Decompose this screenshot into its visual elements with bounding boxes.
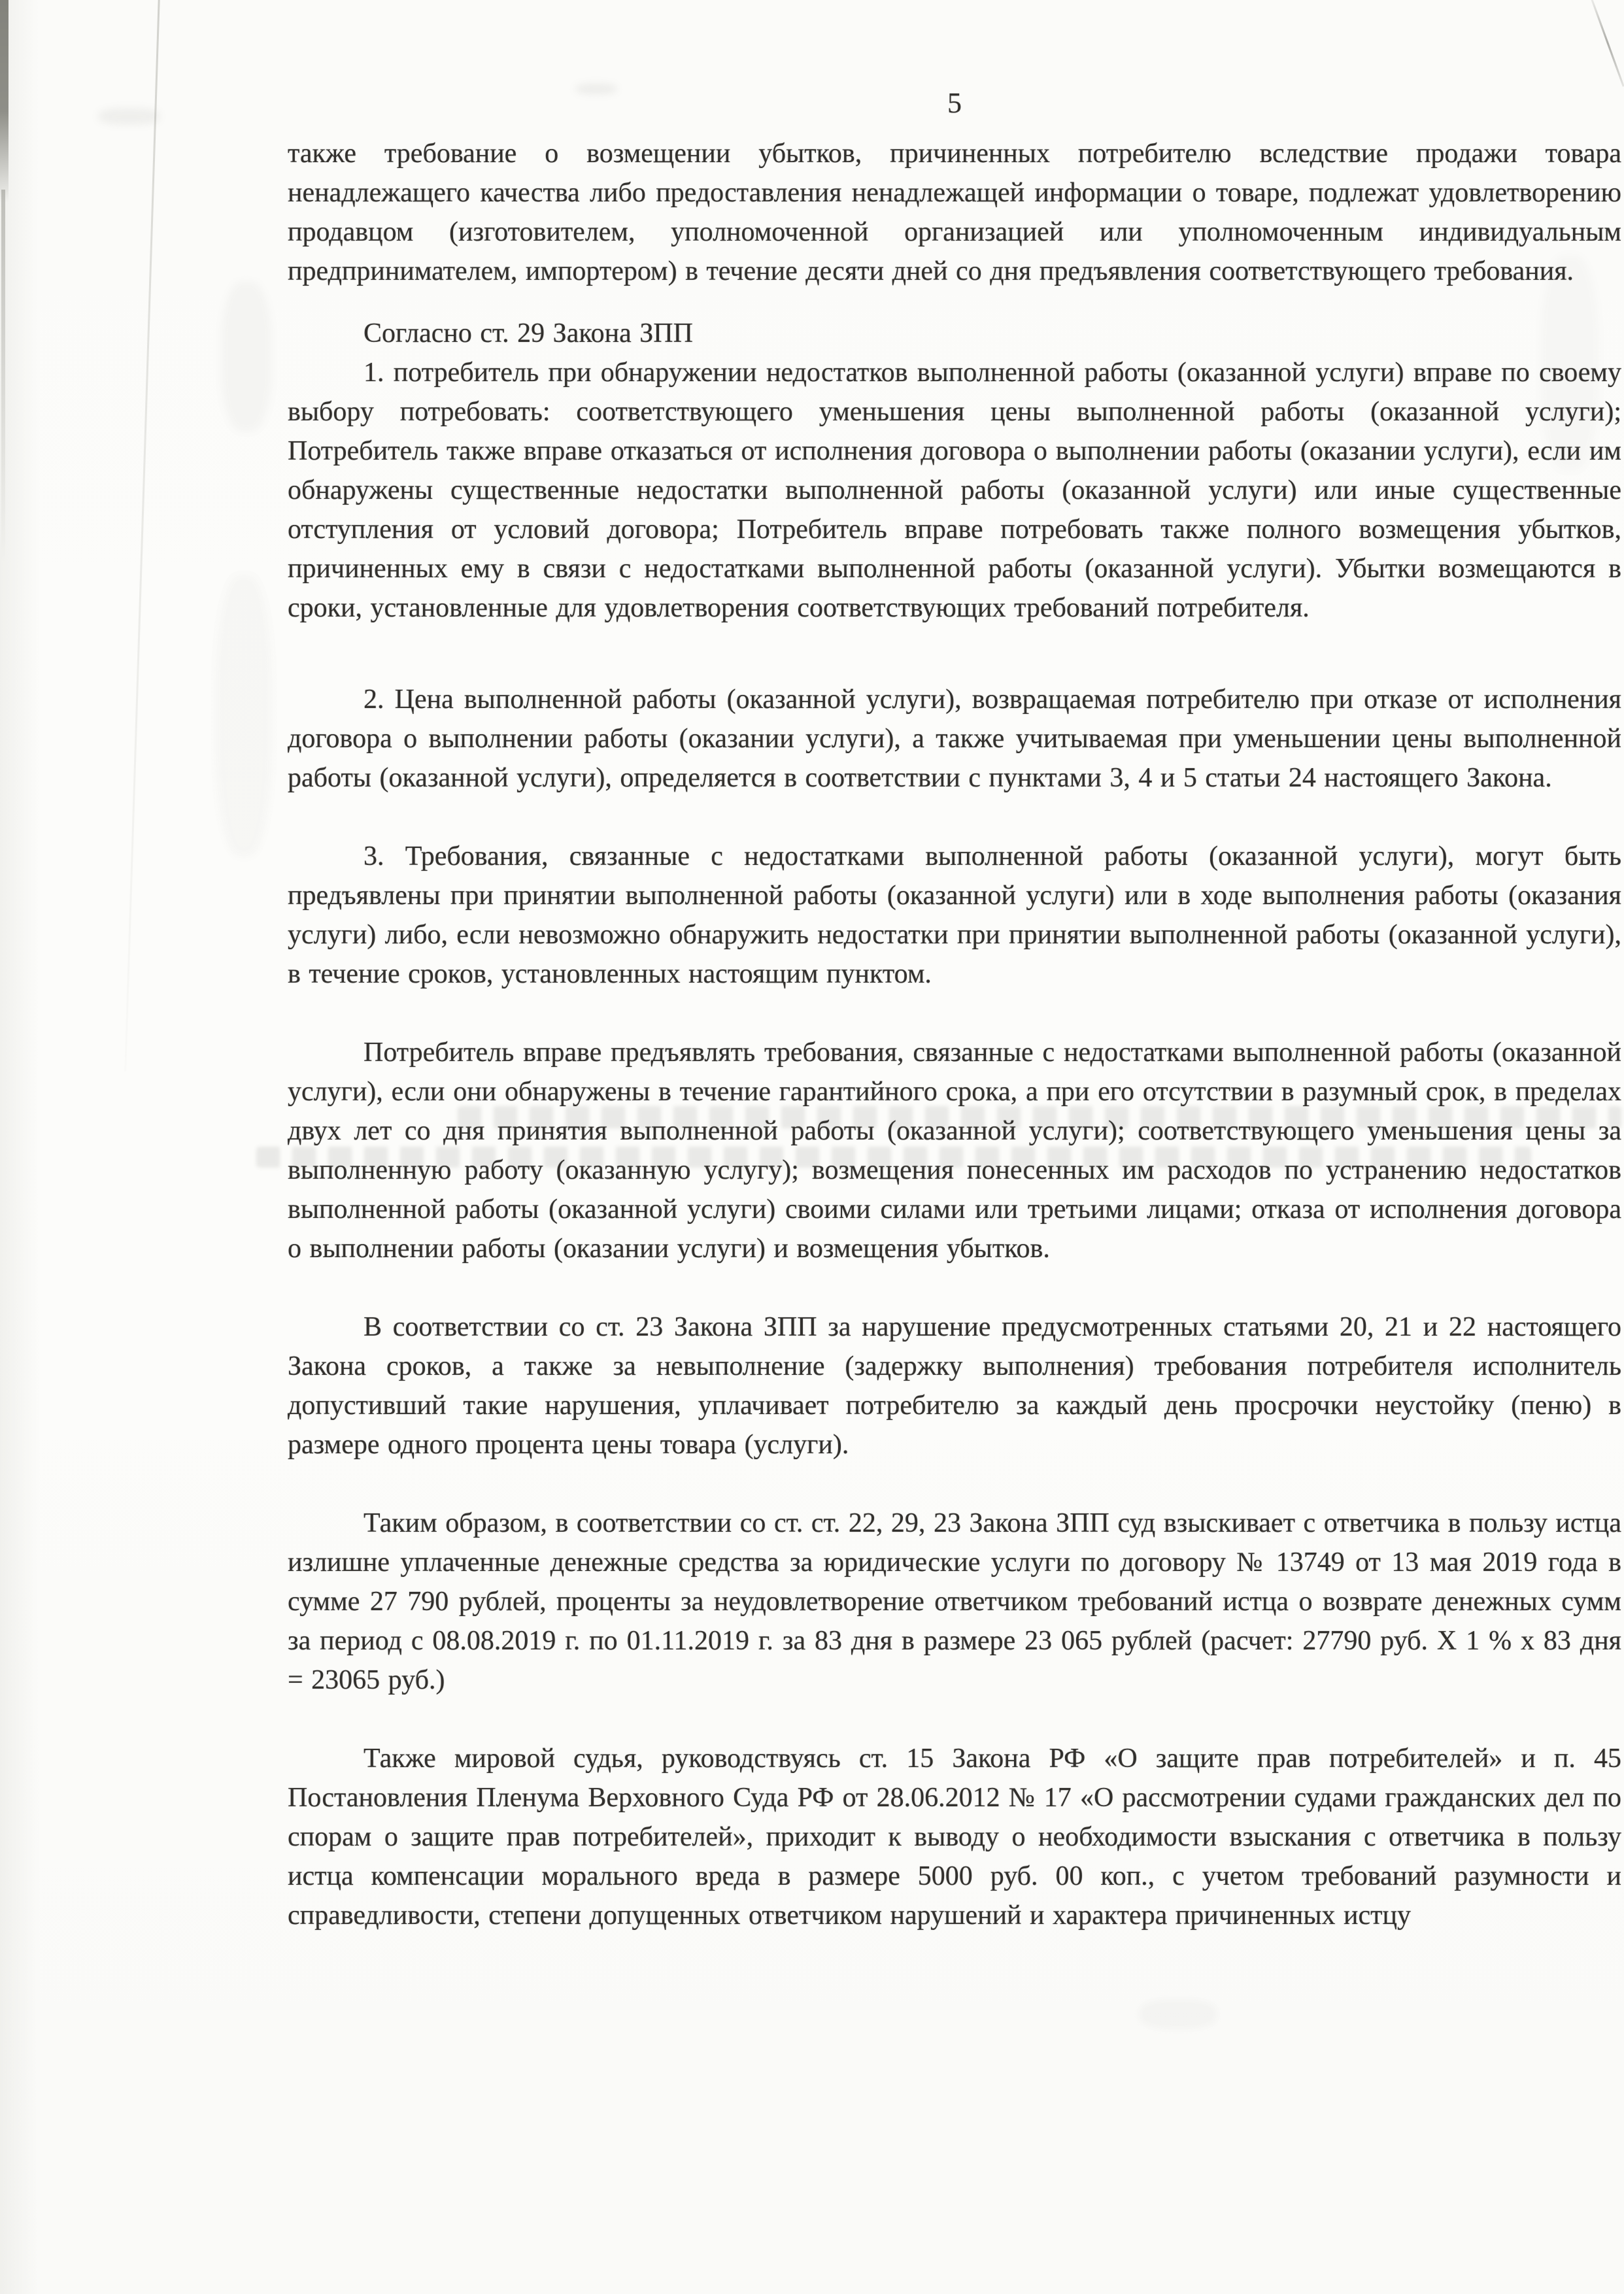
- scan-smudge: [221, 281, 272, 431]
- page-corner-fold-line: [1591, 0, 1624, 87]
- scan-edge-shadow: [0, 0, 8, 203]
- paragraph-clause-3: 3. Требования, связанные с недостатками выполненной работы (оказанной услуги), могут быть предъявлены при принятии выполненной работы (оказанной услуги) или в ходе выполнения работы (оказания услуги) либо, если невозможно обнаружить недостатки при принятии выполненной работы (оказанной услуги), в течение сроков, установленных настоящим пунктом.: [288, 841, 1621, 989]
- paragraph-article-29-heading: Согласно ст. 29 Закона ЗПП: [364, 318, 693, 348]
- paragraph-continuation: также требование о возмещении убытков, причиненных потребителю вследствие продажи товара ненадлежащего качества либо предоставления ненадлежащей информации о товаре, подлежат удовлетворению продавцом (изготовителем, уполномоченной организацией или уполномоченным индивидуальным предпринимателем, импортером) в течение десяти дней со дня предъявления соответствующего требования.: [288, 139, 1621, 286]
- page-number: 5: [947, 87, 962, 119]
- paragraph-consumer-rights: Потребитель вправе предъявлять требования, связанные с недостатками выполненной работы (оказанной услуги), если они обнаружены в течение гарантийного срока, а при его отсутствии в разумный срок, в пределах двух лет со дня принятия выполненной работы (оказанной услуги); соответствующего уменьшения цены за выполненную работу (оказанную услугу); возмещения понесенных им расходов по устранению недостатков выполненной работы (оказанной услуги) своими силами или третьими лицами; отказа от исполнения договора о выполнении работы (оказании услуги) и возмещения убытков.: [288, 1037, 1621, 1264]
- paragraph-article-23-penalty: В соответствии со ст. 23 Закона ЗПП за нарушение предусмотренных статьями 20, 21 и 22 настоящего Закона сроков, а также за невыполнение (задержку выполнения) требования потребителя исполнитель допустивший такие нарушения, уплачивает потребителю за каждый день просрочки неустойку (пеню) в размере одного процента цены товара (услуги).: [288, 1312, 1621, 1460]
- paragraph-court-award: Таким образом, в соответствии со ст. ст. 22, 29, 23 Закона ЗПП суд взыскивает с ответчика в пользу истца излишне уплаченные денежные средства за юридические услуги по договору № 13749 от 13 мая 2019 года в сумме 27 790 рублей, проценты за неудовлетворение ответчиком требований истца о возврате денежных сумм за период с 08.08.2019 г. по 01.11.2019 г. за 83 дня в размере 23 065 рублей (расчет: 27790 руб. Х 1 % х 83 дня = 23065 руб.): [288, 1508, 1621, 1695]
- document-body: [288, 134, 1621, 1935]
- scan-smudge: [98, 108, 160, 125]
- scan-smudge: [216, 575, 272, 856]
- paper-crease-line: [124, 0, 160, 1071]
- paragraph-clause-2: 2. Цена выполненной работы (оказанной услуги), возвращаемая потребителю при отказе от исполнения договора о выполнении работы (оказании услуги), а также учитываемая при уменьшении цены выполненной работы (оказанной услуги), определяется в соответствии с пунктами 3, 4 и 5 статьи 24 настоящего Закона.: [288, 684, 1621, 793]
- scan-smudge: [1139, 1999, 1217, 2029]
- paragraph-clause-1: 1. потребитель при обнаружении недостатков выполненной работы (оказанной услуги) вправе по своему выбору потребовать: соответствующего уменьшения цены выполненной работы (оказанной услуги); Потребитель также вправе отказаться от исполнения договора о выполнении работы (оказании услуги), если им обнаружены существенные недостатки выполненной работы (оказанной услуги) или иные существенные отступления от условий договора; Потребитель вправе потребовать также полного возмещения убытков, причиненных ему в связи с недостатками выполненной работы (оказанной услуги). Убытки возмещаются в сроки, установленные для удовлетворения соответствующих требований потребителя.: [288, 358, 1621, 623]
- paragraph-moral-damages: Также мировой судья, руководствуясь ст. 15 Закона РФ «О защите прав потребителей» и п. 45 Постановления Пленума Верховного Суда РФ от 28.06.2012 № 17 «О рассмотрении судами гражданских дел по спорам о защите прав потребителей», приходит к выводу о необходимости взыскания с ответчика в пользу истца компенсации морального вреда в размере 5000 руб. 00 коп., с учетом требований разумности и справедливости, степени допущенных ответчиком нарушений и характера причиненных истцу: [288, 1744, 1621, 1931]
- scan-edge-shadow-faint: [1, 190, 5, 562]
